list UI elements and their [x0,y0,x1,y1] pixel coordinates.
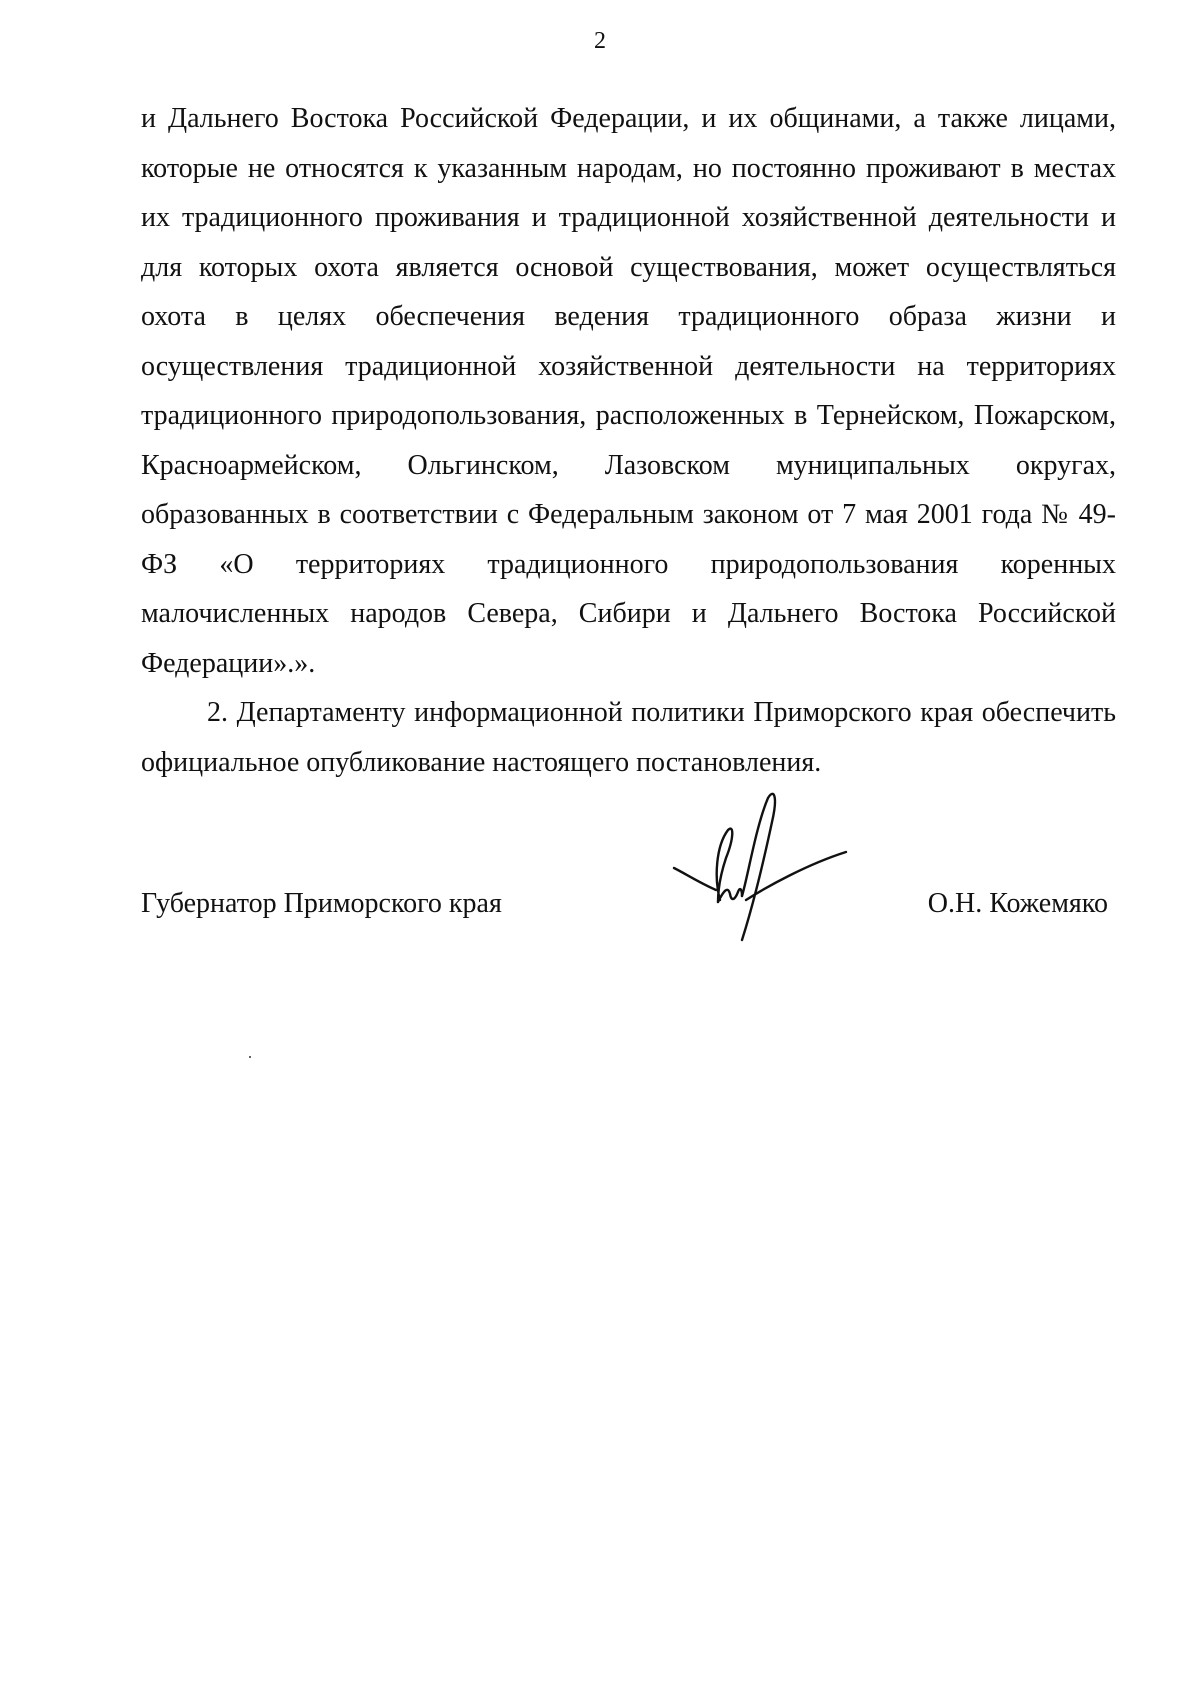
signature-icon [668,786,850,946]
document-body [141,94,1116,787]
scan-speck [249,1056,251,1058]
paragraph-continuation: и Дальнего Востока Российской Федерации, и их общинами, а также лицами, которые не относятся к указанным народам, но постоянно проживают в местах их традиционного проживания и традиционной хозяйственной деятельности и для которых охота является основой существования, может осуществляться охота в целях обеспечения ведения традиционного образа жизни и осуществления традиционной хозяйственной деятельности на территориях традиционного природопользования, расположенных в Тернейском, Пожарском, Красноармейском, Ольгинском, Лазовском муниципальных округах, образованных в соответствии с Федеральным законом от 7 мая 2001 года № 49-ФЗ «О территориях традиционного природопользования коренных малочисленных народов Севера, Сибири и Дальнего Востока Российской Федерации».». [141,103,1116,679]
signatory-name: О.Н. Кожемяко [927,888,1108,919]
paragraph-item-2: 2. Департаменту информационной политики Приморского края обеспечить официальное опубликование настоящего постановления. [141,697,1116,778]
signatory-title: Губернатор Приморского края [141,888,502,919]
page-number: 2 [594,28,606,54]
